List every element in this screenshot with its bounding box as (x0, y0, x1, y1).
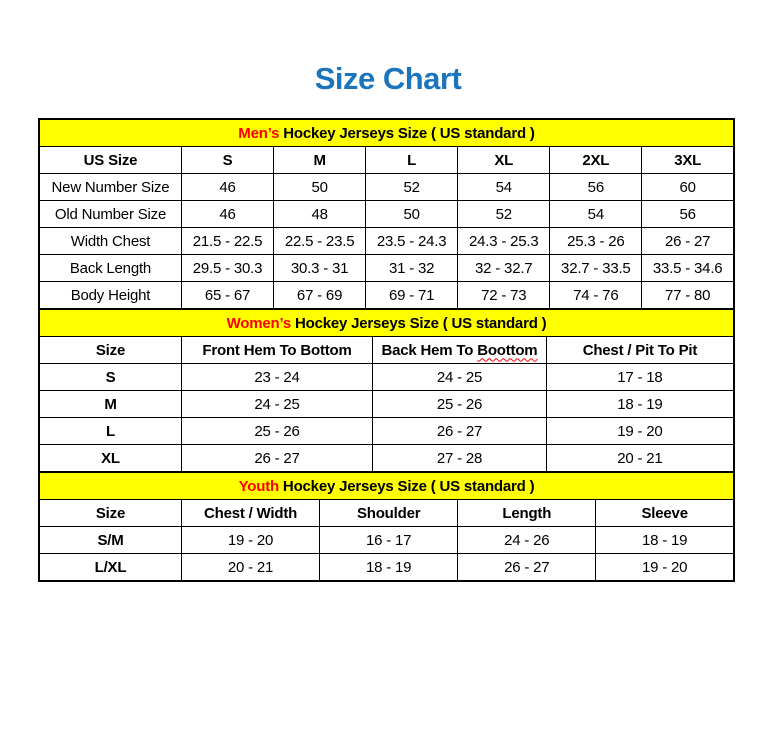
cell: 24.3 - 25.3 (458, 228, 550, 255)
womens-row-label: S (39, 364, 181, 391)
table-row (39, 418, 734, 445)
cell: 25.3 - 26 (550, 228, 642, 255)
table-row (39, 201, 734, 228)
youth-title-rest: Hockey Jerseys Size ( US standard ) (278, 477, 535, 495)
cell: 18 - 19 (596, 527, 734, 554)
cell: 26 - 27 (458, 554, 596, 582)
cell: 23 - 24 (181, 364, 372, 391)
youth-row-label: S/M (39, 527, 181, 554)
cell: 60 (642, 174, 734, 201)
womens-row-label: M (39, 391, 181, 418)
cell: 22.5 - 23.5 (274, 228, 366, 255)
cell: 25 - 26 (373, 391, 547, 418)
mens-col-header-xl: XL (458, 147, 550, 174)
cell: 27 - 28 (373, 445, 547, 473)
cell: 54 (458, 174, 550, 201)
table-row (39, 364, 734, 391)
table-row (39, 174, 734, 201)
table-row (39, 228, 734, 255)
cell: 20 - 21 (546, 445, 734, 473)
cell: 26 - 27 (181, 445, 372, 473)
womens-highlight-text: Women’s (226, 314, 292, 332)
mens-row-label: New Number Size (39, 174, 181, 201)
cell: 24 - 25 (373, 364, 547, 391)
cell: 32 - 32.7 (458, 255, 550, 282)
mens-title-rest: Hockey Jerseys Size ( US standard ) (279, 124, 535, 142)
page-title: Size Chart (314, 61, 462, 96)
womens-section-band (39, 309, 734, 337)
womens-col-header-back-hem (373, 337, 547, 364)
cell: 19 - 20 (546, 418, 734, 445)
cell: 24 - 26 (458, 527, 596, 554)
womens-col-header-size: Size (39, 337, 181, 364)
youth-section-band (39, 472, 734, 500)
youth-header-row (39, 500, 734, 527)
mens-row-label: Width Chest (39, 228, 181, 255)
mens-col-header-m: M (274, 147, 366, 174)
cell: 77 - 80 (642, 282, 734, 310)
youth-col-header-shoulder: Shoulder (320, 500, 458, 527)
cell: 74 - 76 (550, 282, 642, 310)
mens-header-row (39, 147, 734, 174)
mens-section-title (39, 119, 734, 147)
mens-col-header-l: L (366, 147, 458, 174)
womens-title-rest: Hockey Jerseys Size ( US standard ) (291, 314, 547, 332)
mens-row-label: Body Height (39, 282, 181, 310)
womens-section-title (39, 309, 734, 337)
cell: 69 - 71 (366, 282, 458, 310)
cell: 31 - 32 (366, 255, 458, 282)
mens-col-header-3xl: 3XL (642, 147, 734, 174)
youth-col-header-chest-width: Chest / Width (181, 500, 319, 527)
cell: 46 (181, 174, 273, 201)
youth-col-header-sleeve: Sleeve (596, 500, 734, 527)
cell: 33.5 - 34.6 (642, 255, 734, 282)
womens-col-header-front-hem: Front Hem To Bottom (181, 337, 372, 364)
table-row (39, 255, 734, 282)
table-row (39, 391, 734, 418)
cell: 56 (642, 201, 734, 228)
cell: 50 (366, 201, 458, 228)
cell: 29.5 - 30.3 (181, 255, 273, 282)
cell: 30.3 - 31 (274, 255, 366, 282)
cell: 18 - 19 (546, 391, 734, 418)
size-chart-tables (38, 118, 735, 582)
youth-col-header-length: Length (458, 500, 596, 527)
womens-row-label: XL (39, 445, 181, 473)
table-row (39, 282, 734, 310)
cell: 56 (550, 174, 642, 201)
mens-col-header-us-size: US Size (39, 147, 181, 174)
back-hem-prefix: Back Hem To (381, 341, 478, 359)
cell: 54 (550, 201, 642, 228)
cell: 20 - 21 (181, 554, 319, 582)
cell: 19 - 20 (181, 527, 319, 554)
cell: 26 - 27 (373, 418, 547, 445)
youth-size-table (38, 471, 735, 582)
cell: 16 - 17 (320, 527, 458, 554)
mens-highlight-text: Men’s (238, 124, 280, 142)
table-row (39, 445, 734, 473)
youth-row-label: L/XL (39, 554, 181, 582)
cell: 21.5 - 22.5 (181, 228, 273, 255)
back-hem-misspelled-word: Boottom (477, 341, 538, 359)
cell: 48 (274, 201, 366, 228)
mens-row-label: Old Number Size (39, 201, 181, 228)
cell: 52 (366, 174, 458, 201)
cell: 50 (274, 174, 366, 201)
cell: 65 - 67 (181, 282, 273, 310)
table-row (39, 527, 734, 554)
mens-row-label: Back Length (39, 255, 181, 282)
cell: 18 - 19 (320, 554, 458, 582)
youth-highlight-text: Youth (238, 477, 279, 495)
cell: 26 - 27 (642, 228, 734, 255)
youth-col-header-size: Size (39, 500, 181, 527)
cell: 19 - 20 (596, 554, 734, 582)
cell: 24 - 25 (181, 391, 372, 418)
cell: 17 - 18 (546, 364, 734, 391)
womens-row-label: L (39, 418, 181, 445)
cell: 32.7 - 33.5 (550, 255, 642, 282)
mens-section-band (39, 119, 734, 147)
cell: 52 (458, 201, 550, 228)
cell: 72 - 73 (458, 282, 550, 310)
cell: 25 - 26 (181, 418, 372, 445)
youth-section-title (39, 472, 734, 500)
cell: 46 (181, 201, 273, 228)
womens-header-row (39, 337, 734, 364)
table-row (39, 554, 734, 582)
size-chart-page (0, 60, 776, 582)
mens-col-header-s: S (181, 147, 273, 174)
womens-col-header-chest: Chest / Pit To Pit (546, 337, 734, 364)
cell: 67 - 69 (274, 282, 366, 310)
womens-size-table (38, 308, 735, 473)
cell: 23.5 - 24.3 (366, 228, 458, 255)
mens-size-table (38, 118, 735, 310)
mens-col-header-2xl: 2XL (550, 147, 642, 174)
